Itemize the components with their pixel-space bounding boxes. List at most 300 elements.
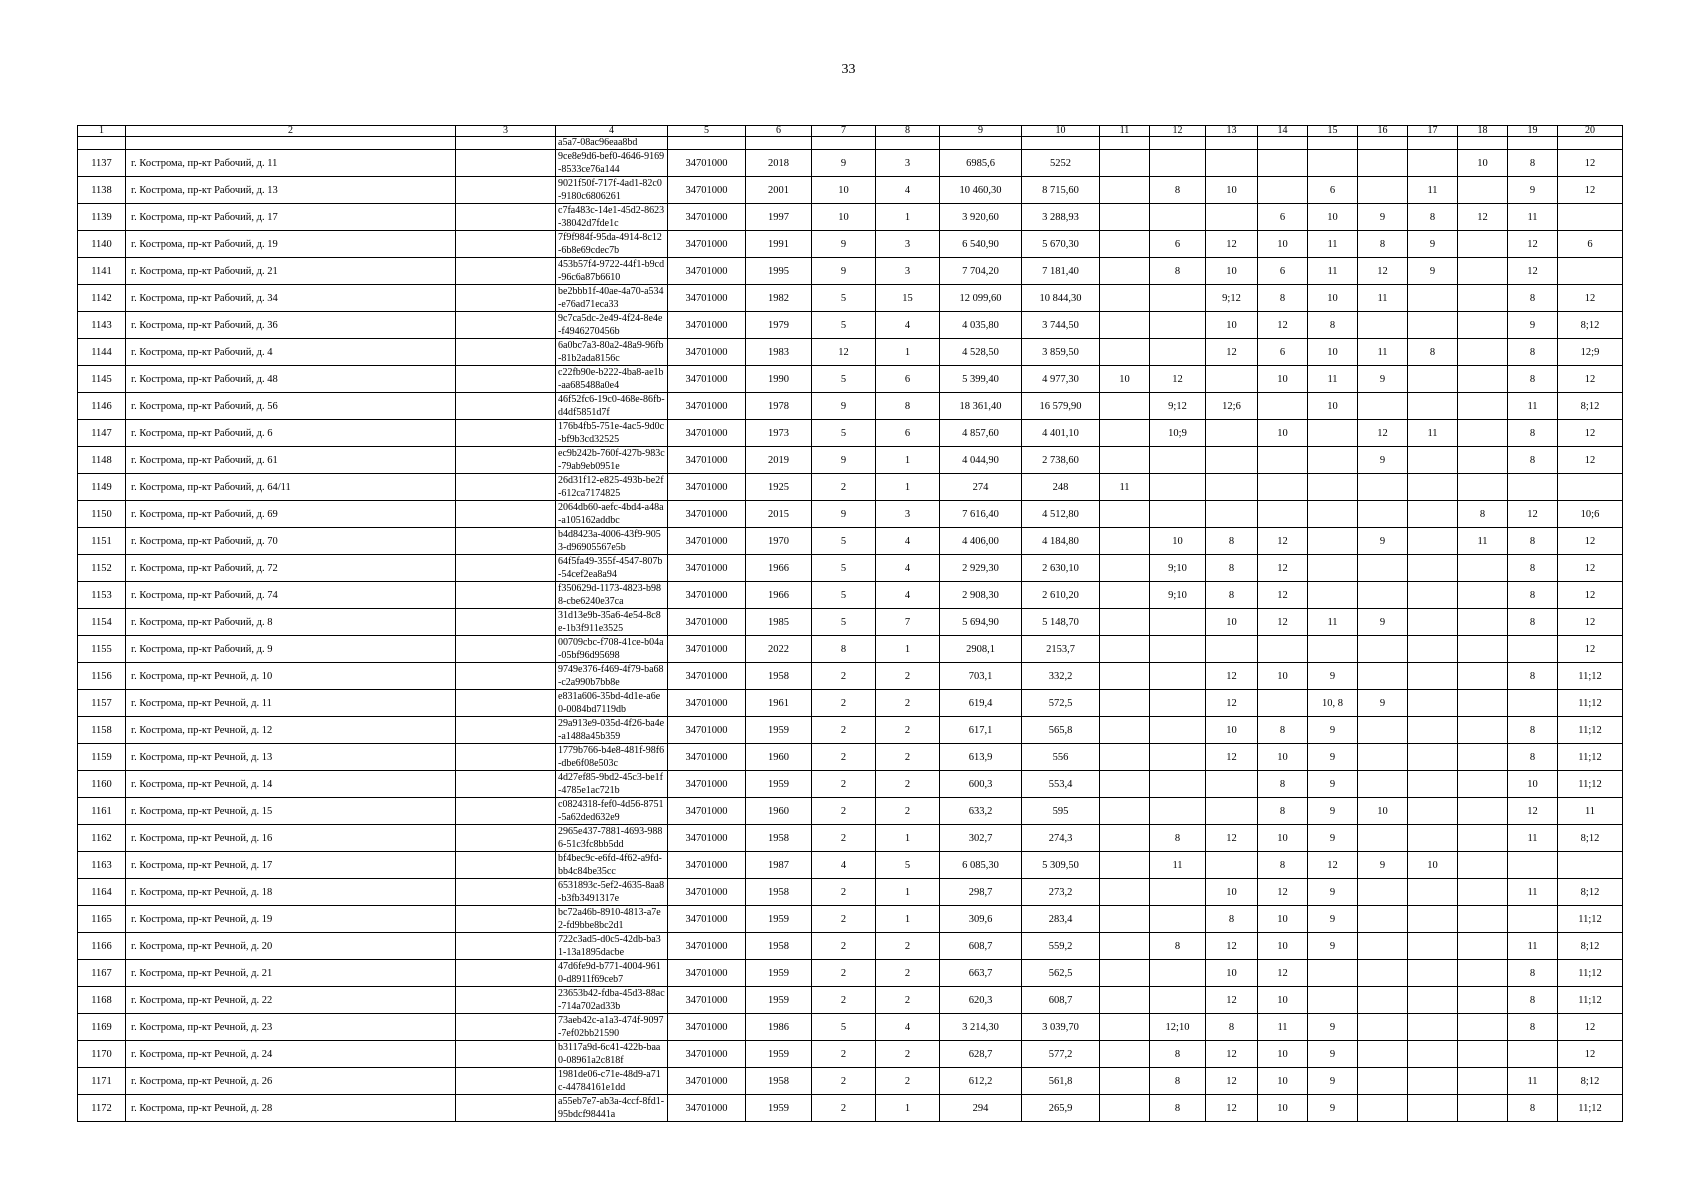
table-cell <box>1308 474 1358 501</box>
table-cell: 9 <box>1508 312 1558 339</box>
table-cell: c22fb90e-b222-4ba8-ae1b-aa685488a0e4 <box>556 366 668 393</box>
table-cell: 1147 <box>78 420 126 447</box>
table-cell: 332,2 <box>1022 663 1100 690</box>
table-cell <box>1100 879 1150 906</box>
table-cell: 12 <box>1206 339 1258 366</box>
table-cell: 6 085,30 <box>940 852 1022 879</box>
table-cell <box>1358 582 1408 609</box>
table-cell: г. Кострома, пр-кт Рабочий, д. 4 <box>126 339 456 366</box>
table-cell: 1148 <box>78 447 126 474</box>
table-cell: г. Кострома, пр-кт Речной, д. 16 <box>126 825 456 852</box>
table-cell: 11;12 <box>1558 744 1623 771</box>
table-cell: 1142 <box>78 285 126 312</box>
table-cell <box>1358 474 1408 501</box>
table-cell <box>456 798 556 825</box>
empty-cell <box>1358 137 1408 150</box>
table-cell: 34701000 <box>668 744 746 771</box>
table-cell: 10 <box>1258 906 1308 933</box>
table-body <box>78 126 1623 1122</box>
continuation-guid-cell: a5a7-08ac96eaa8bd <box>556 137 668 150</box>
table-cell: 1151 <box>78 528 126 555</box>
table-cell: 2 <box>812 906 876 933</box>
table-row <box>78 420 1623 447</box>
table-cell: 2 <box>876 933 940 960</box>
table-cell <box>456 879 556 906</box>
table-cell: 5 <box>812 555 876 582</box>
table-cell: 12 <box>1258 312 1308 339</box>
table-cell: 5 <box>812 420 876 447</box>
table-cell <box>1100 987 1150 1014</box>
table-cell <box>1150 960 1206 987</box>
table-cell <box>1458 393 1508 420</box>
table-cell: 1 <box>876 906 940 933</box>
table-row <box>78 663 1623 690</box>
table-cell: 2153,7 <box>1022 636 1100 663</box>
table-cell: 8 <box>1150 258 1206 285</box>
table-cell: 34701000 <box>668 1014 746 1041</box>
table-cell: 11 <box>1508 933 1558 960</box>
table-cell: 1137 <box>78 150 126 177</box>
table-cell: 4 <box>876 312 940 339</box>
table-cell: 34701000 <box>668 852 746 879</box>
table-cell: 1970 <box>746 528 812 555</box>
table-cell: 10 <box>812 177 876 204</box>
table-cell: 12 <box>1206 987 1258 1014</box>
table-cell: 5 <box>812 366 876 393</box>
table-cell: bf4bec9c-e6fd-4f62-a9fd-bb4c84be35cc <box>556 852 668 879</box>
table-cell: 34701000 <box>668 528 746 555</box>
table-cell: 12 <box>1258 879 1308 906</box>
table-cell: 1986 <box>746 1014 812 1041</box>
table-cell: 600,3 <box>940 771 1022 798</box>
table-cell <box>456 1041 556 1068</box>
table-cell: 619,4 <box>940 690 1022 717</box>
table-cell: 12;9 <box>1558 339 1623 366</box>
table-cell: 34701000 <box>668 636 746 663</box>
table-cell <box>1206 447 1258 474</box>
table-cell <box>1206 852 1258 879</box>
table-row <box>78 960 1623 987</box>
table-cell <box>1100 501 1150 528</box>
table-cell: 10 <box>1206 258 1258 285</box>
table-cell: 2 <box>876 717 940 744</box>
empty-cell <box>746 137 812 150</box>
table-cell <box>1150 312 1206 339</box>
table-cell: 1149 <box>78 474 126 501</box>
table-cell: 4 401,10 <box>1022 420 1100 447</box>
table-cell: 8;12 <box>1558 825 1623 852</box>
table-row <box>78 204 1623 231</box>
table-cell: 9 <box>1358 204 1408 231</box>
table-cell <box>1308 528 1358 555</box>
table-cell: 11 <box>1508 1068 1558 1095</box>
table-cell: 10 <box>1150 528 1206 555</box>
table-cell <box>1408 447 1458 474</box>
table-cell: 176b4fb5-751e-4ac5-9d0c-bf9b3cd32525 <box>556 420 668 447</box>
table-cell: 9 <box>1308 798 1358 825</box>
table-cell: 16 579,90 <box>1022 393 1100 420</box>
table-cell <box>1358 1095 1408 1122</box>
table-cell <box>1100 177 1150 204</box>
table-cell <box>456 555 556 582</box>
table-cell <box>456 528 556 555</box>
table-cell: 577,2 <box>1022 1041 1100 1068</box>
table-cell: 2 630,10 <box>1022 555 1100 582</box>
table-cell: 1966 <box>746 582 812 609</box>
table-cell: 2 610,20 <box>1022 582 1100 609</box>
table-cell: 2 <box>876 798 940 825</box>
table-cell: 453b57f4-9722-44f1-b9cd-96c6a87b6610 <box>556 258 668 285</box>
table-cell: 12 <box>1558 1014 1623 1041</box>
table-row <box>78 987 1623 1014</box>
table-cell: 3 214,30 <box>940 1014 1022 1041</box>
table-cell: 10 <box>1258 1041 1308 1068</box>
table-row <box>78 609 1623 636</box>
table-cell: 34701000 <box>668 1041 746 1068</box>
column-number-cell: 17 <box>1408 126 1458 137</box>
column-number-cell: 16 <box>1358 126 1408 137</box>
table-cell: 8 <box>1206 528 1258 555</box>
table-cell <box>1100 825 1150 852</box>
table-cell <box>456 582 556 609</box>
table-cell: 3 744,50 <box>1022 312 1100 339</box>
table-cell: 4 <box>876 1014 940 1041</box>
table-cell: 1140 <box>78 231 126 258</box>
table-cell <box>1258 501 1308 528</box>
table-cell <box>1358 717 1408 744</box>
table-cell: 12 <box>1508 501 1558 528</box>
table-cell: 12 <box>1558 528 1623 555</box>
table-cell <box>1308 960 1358 987</box>
table-cell <box>1408 663 1458 690</box>
table-cell: 9 <box>1408 231 1458 258</box>
table-cell: 64f5fa49-355f-4547-807b-54cef2ea8a94 <box>556 555 668 582</box>
table-cell: 1979 <box>746 312 812 339</box>
table-cell: 1141 <box>78 258 126 285</box>
table-cell: 273,2 <box>1022 879 1100 906</box>
empty-cell <box>126 137 456 150</box>
table-cell: 9 <box>812 258 876 285</box>
table-cell <box>1408 879 1458 906</box>
table-cell: 34701000 <box>668 906 746 933</box>
table-cell <box>1100 420 1150 447</box>
table-cell: 565,8 <box>1022 717 1100 744</box>
table-cell: 34701000 <box>668 663 746 690</box>
table-row <box>78 933 1623 960</box>
table-cell: 5 <box>812 312 876 339</box>
table-cell: 8 <box>1508 150 1558 177</box>
table-cell <box>456 258 556 285</box>
table-cell: 1779b766-b4e8-481f-98f6-dbe6f08e503c <box>556 744 668 771</box>
table-cell: 7 704,20 <box>940 258 1022 285</box>
table-cell: 12 <box>1258 609 1308 636</box>
table-cell: 8 <box>1206 582 1258 609</box>
table-cell: 23653b42-fdba-45d3-88ac-714a702ad33b <box>556 987 668 1014</box>
table-cell <box>1358 879 1408 906</box>
table-cell: г. Кострома, пр-кт Речной, д. 20 <box>126 933 456 960</box>
table-cell <box>1150 501 1206 528</box>
table-cell <box>1206 771 1258 798</box>
table-cell <box>1458 285 1508 312</box>
table-cell <box>1508 636 1558 663</box>
table-cell <box>1206 366 1258 393</box>
table-cell: 274 <box>940 474 1022 501</box>
table-cell: 8 <box>1150 1068 1206 1095</box>
table-cell: 9 <box>812 231 876 258</box>
table-cell: 556 <box>1022 744 1100 771</box>
table-cell: 1165 <box>78 906 126 933</box>
table-cell <box>1508 690 1558 717</box>
table-cell <box>456 852 556 879</box>
table-cell: 8 <box>1206 1014 1258 1041</box>
table-cell <box>1558 852 1623 879</box>
table-row <box>78 285 1623 312</box>
table-cell: 11 <box>1508 393 1558 420</box>
table-cell <box>456 501 556 528</box>
table-row <box>78 501 1623 528</box>
table-cell <box>1358 987 1408 1014</box>
table-cell: 10 <box>1308 285 1358 312</box>
table-cell: 8 <box>1458 501 1508 528</box>
table-cell <box>1100 960 1150 987</box>
table-row <box>78 690 1623 717</box>
table-cell <box>1458 339 1508 366</box>
table-cell <box>1100 312 1150 339</box>
table-cell: 5 148,70 <box>1022 609 1100 636</box>
table-cell: 2 908,30 <box>940 582 1022 609</box>
table-cell: 1959 <box>746 987 812 1014</box>
table-cell: 10 <box>1258 987 1308 1014</box>
table-cell: 10 <box>1206 879 1258 906</box>
table-cell: 3 <box>876 258 940 285</box>
table-cell: 10 <box>1206 717 1258 744</box>
table-cell: 2 <box>812 771 876 798</box>
table-cell: 11 <box>1308 609 1358 636</box>
table-cell: 12 <box>1458 204 1508 231</box>
table-cell: 34701000 <box>668 987 746 1014</box>
table-cell: 1 <box>876 825 940 852</box>
table-cell <box>1358 744 1408 771</box>
table-cell: 9 <box>1358 528 1408 555</box>
table-cell: 12 <box>1558 636 1623 663</box>
table-cell: 34701000 <box>668 177 746 204</box>
table-cell <box>1100 771 1150 798</box>
table-cell: 12 <box>812 339 876 366</box>
table-cell: 6985,6 <box>940 150 1022 177</box>
table-cell: 5 <box>876 852 940 879</box>
table-cell: 2 <box>812 987 876 1014</box>
table-cell: 5 <box>812 1014 876 1041</box>
table-cell: 1961 <box>746 690 812 717</box>
table-cell: 6 540,90 <box>940 231 1022 258</box>
table-cell: 8 <box>1508 987 1558 1014</box>
table-row <box>78 150 1623 177</box>
table-cell <box>1558 474 1623 501</box>
table-cell: 2 <box>812 717 876 744</box>
table-cell: 11 <box>1308 366 1358 393</box>
table-cell: 553,4 <box>1022 771 1100 798</box>
table-cell <box>1258 690 1308 717</box>
table-cell: 4 406,00 <box>940 528 1022 555</box>
table-cell: 5252 <box>1022 150 1100 177</box>
table-cell: 1987 <box>746 852 812 879</box>
table-cell: 12 <box>1508 258 1558 285</box>
table-cell <box>1458 825 1508 852</box>
table-cell <box>1458 960 1508 987</box>
table-cell <box>1308 582 1358 609</box>
table-cell <box>456 312 556 339</box>
table-cell: 8;12 <box>1558 312 1623 339</box>
table-cell: 12 <box>1508 231 1558 258</box>
table-cell <box>1358 906 1408 933</box>
table-cell <box>1458 231 1508 258</box>
table-cell: 703,1 <box>940 663 1022 690</box>
table-cell <box>1458 609 1508 636</box>
table-cell: 1171 <box>78 1068 126 1095</box>
table-cell <box>1458 1095 1508 1122</box>
table-cell <box>1358 1014 1408 1041</box>
table-cell: 309,6 <box>940 906 1022 933</box>
table-cell: c7fa483c-14e1-45d2-8623-38042d7fde1c <box>556 204 668 231</box>
table-row <box>78 393 1623 420</box>
table-cell: г. Кострома, пр-кт Рабочий, д. 13 <box>126 177 456 204</box>
table-cell: 12 <box>1558 609 1623 636</box>
table-cell: 2015 <box>746 501 812 528</box>
table-cell <box>1206 798 1258 825</box>
table-cell: 9;10 <box>1150 555 1206 582</box>
table-cell <box>1408 771 1458 798</box>
table-cell: 4 512,80 <box>1022 501 1100 528</box>
table-cell: 1973 <box>746 420 812 447</box>
table-cell: 4 857,60 <box>940 420 1022 447</box>
table-cell: 2 <box>812 474 876 501</box>
table-cell: г. Кострома, пр-кт Речной, д. 28 <box>126 1095 456 1122</box>
table-cell: 12;10 <box>1150 1014 1206 1041</box>
table-cell: 11;12 <box>1558 1095 1623 1122</box>
empty-cell <box>1458 137 1508 150</box>
table-cell: 12 <box>1558 555 1623 582</box>
table-cell: г. Кострома, пр-кт Рабочий, д. 70 <box>126 528 456 555</box>
table-cell: 4 <box>876 582 940 609</box>
table-cell: 1158 <box>78 717 126 744</box>
table-cell: 9 <box>1308 825 1358 852</box>
table-cell: 5 <box>812 609 876 636</box>
registry-table <box>77 125 1623 1122</box>
table-cell: 12 <box>1206 1095 1258 1122</box>
table-cell: 2 <box>812 690 876 717</box>
table-cell <box>1100 447 1150 474</box>
table-cell: 11 <box>1508 879 1558 906</box>
table-cell: 8 <box>1258 771 1308 798</box>
table-cell <box>1408 690 1458 717</box>
empty-cell <box>1508 137 1558 150</box>
table-cell <box>1408 798 1458 825</box>
table-cell: 8 <box>1408 204 1458 231</box>
table-cell <box>1408 1068 1458 1095</box>
table-cell: 31d13e9b-35a6-4e54-8c8e-1b3f911e3525 <box>556 609 668 636</box>
table-cell <box>1408 960 1458 987</box>
table-cell <box>1150 879 1206 906</box>
table-cell: 11 <box>1308 258 1358 285</box>
table-cell: 34701000 <box>668 825 746 852</box>
table-row <box>78 231 1623 258</box>
table-cell: 9 <box>812 393 876 420</box>
table-cell: г. Кострома, пр-кт Рабочий, д. 56 <box>126 393 456 420</box>
table-cell <box>1258 393 1308 420</box>
table-cell <box>1458 1068 1508 1095</box>
table-cell: 6 <box>1308 177 1358 204</box>
table-cell: 5 670,30 <box>1022 231 1100 258</box>
table-cell <box>456 609 556 636</box>
table-cell: 8 <box>1258 717 1308 744</box>
table-cell: b3117a9d-6c41-422b-baa0-08961a2c818f <box>556 1041 668 1068</box>
table-cell: 1991 <box>746 231 812 258</box>
table-cell <box>1408 636 1458 663</box>
table-cell: 3 039,70 <box>1022 1014 1100 1041</box>
table-cell: 12 <box>1558 582 1623 609</box>
table-cell <box>1100 1068 1150 1095</box>
table-cell: 302,7 <box>940 825 1022 852</box>
table-cell: 1958 <box>746 825 812 852</box>
table-cell: 10 <box>812 204 876 231</box>
table-cell <box>1100 150 1150 177</box>
table-cell <box>456 717 556 744</box>
table-cell: 8 <box>1508 420 1558 447</box>
table-cell <box>1408 393 1458 420</box>
table-cell: 12;6 <box>1206 393 1258 420</box>
empty-cell <box>668 137 746 150</box>
table-cell: 12 <box>1258 960 1308 987</box>
table-cell: 12 <box>1206 825 1258 852</box>
table-cell <box>1150 744 1206 771</box>
table-cell: 2064db60-aefc-4bd4-a48a-a105162addbc <box>556 501 668 528</box>
column-number-cell: 4 <box>556 126 668 137</box>
table-cell: 595 <box>1022 798 1100 825</box>
table-cell: 34701000 <box>668 933 746 960</box>
table-cell <box>1100 555 1150 582</box>
table-cell <box>1206 420 1258 447</box>
table-cell <box>1358 312 1408 339</box>
table-cell <box>1408 582 1458 609</box>
table-cell: 34701000 <box>668 366 746 393</box>
table-cell <box>1358 663 1408 690</box>
table-cell: 8;12 <box>1558 879 1623 906</box>
table-cell <box>1458 1014 1508 1041</box>
table-cell <box>1458 663 1508 690</box>
table-row <box>78 474 1623 501</box>
table-row <box>78 366 1623 393</box>
table-cell <box>1508 906 1558 933</box>
continuation-row <box>78 137 1623 150</box>
table-cell: г. Кострома, пр-кт Рабочий, д. 36 <box>126 312 456 339</box>
table-cell <box>1408 528 1458 555</box>
table-cell: 613,9 <box>940 744 1022 771</box>
table-cell: 9 <box>1508 177 1558 204</box>
table-cell: г. Кострома, пр-кт Рабочий, д. 9 <box>126 636 456 663</box>
table-cell: 2 <box>812 933 876 960</box>
column-number-cell: 7 <box>812 126 876 137</box>
table-cell: г. Кострома, пр-кт Рабочий, д. 61 <box>126 447 456 474</box>
table-row <box>78 447 1623 474</box>
table-cell <box>1458 798 1508 825</box>
table-cell: 34701000 <box>668 150 746 177</box>
table-cell: 8 <box>1508 366 1558 393</box>
table-cell: 9 <box>1408 258 1458 285</box>
table-cell <box>1408 717 1458 744</box>
table-cell <box>1458 312 1508 339</box>
table-cell <box>1458 177 1508 204</box>
table-cell: 2 929,30 <box>940 555 1022 582</box>
